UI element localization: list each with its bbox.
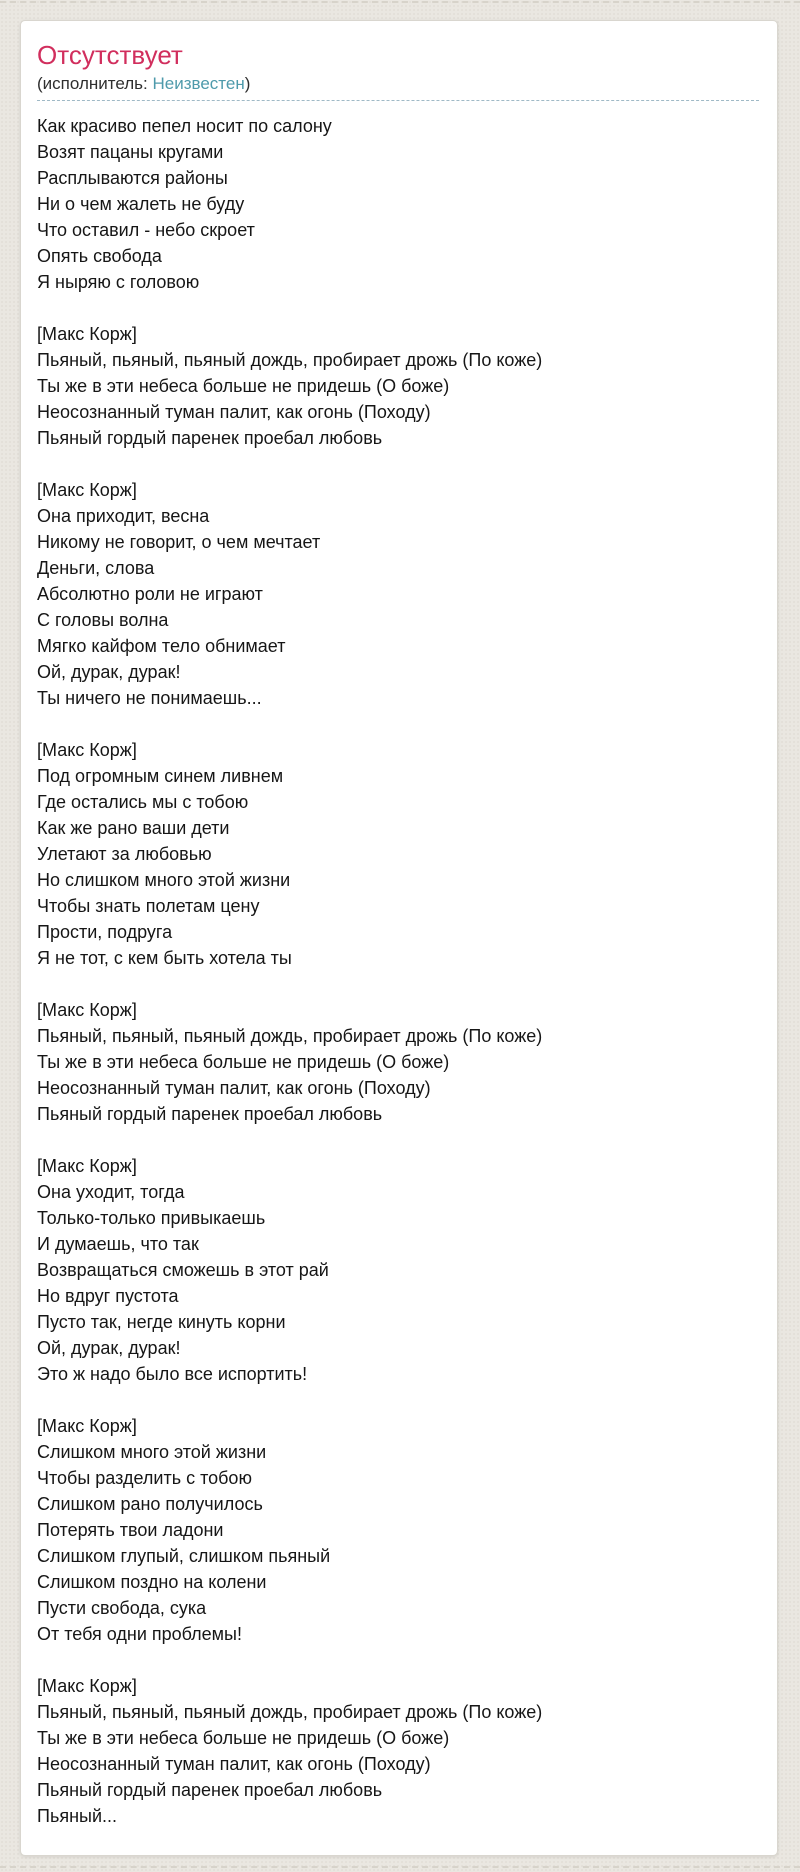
lyric-blank-line [37,1647,759,1673]
lyric-line: Под огромным синем ливнем [37,765,284,786]
page-top-stitch-line [0,1,800,3]
page-bottom-stitch-line [0,1866,800,1868]
lyric-line: Она приходит, весна [37,505,210,526]
lyric-blank-line [37,1387,759,1413]
lyric-line: Пьяный... [37,1805,117,1826]
lyric-blank-line [37,451,759,477]
lyric-line: Пьяный, пьяный, пьяный дождь, пробирает дрожь (По коже) [37,1025,543,1046]
artist-label: (исполнитель: [37,73,153,93]
lyric-line: Где остались мы с тобою [37,791,249,812]
lyric-line: Ой, дурак, дурак! [37,1337,181,1358]
lyric-line: Пьяный, пьяный, пьяный дождь, пробирает дрожь (По коже) [37,349,543,370]
lyric-line: Мягко кайфом тело обнимает [37,635,286,656]
lyric-line: Ни о чем жалеть не буду [37,193,245,214]
lyric-line: Чтобы разделить с тобою [37,1467,252,1488]
lyric-line: Ты же в эти небеса больше не придешь (О боже) [37,1727,450,1748]
lyric-line: Опять свобода [37,245,162,266]
lyric-line: С головы волна [37,609,169,630]
lyric-line: Как красиво пепел носит по салону [37,115,332,136]
lyric-line: Она уходит, тогда [37,1181,185,1202]
lyric-line: Потерять твои ладони [37,1519,224,1540]
lyric-line: Пьяный, пьяный, пьяный дождь, пробирает дрожь (По коже) [37,1701,543,1722]
artist-link[interactable]: Неизвестен [152,73,245,93]
lyric-line: Улетают за любовью [37,843,212,864]
lyric-line: Пьяный гордый паренек проебал любовь [37,1779,383,1800]
lyric-line: Я не тот, с кем быть хотела ты [37,947,292,968]
lyric-line: Как же рано ваши дети [37,817,230,838]
lyric-line: Но вдруг пустота [37,1285,179,1306]
lyric-line: Ой, дурак, дурак! [37,661,181,682]
lyric-line: Пусто так, негде кинуть корни [37,1311,286,1332]
lyric-line: Возвращаться сможешь в этот рай [37,1259,329,1280]
lyric-blank-line [37,1127,759,1153]
lyric-line: Расплываются районы [37,167,228,188]
lyric-line: [Макс Корж] [37,479,137,500]
lyric-line: [Макс Корж] [37,1155,137,1176]
artist-suffix: ) [244,73,251,93]
lyric-line: Прости, подруга [37,921,173,942]
lyric-line: Неосознанный туман палит, как огонь (Походу) [37,1077,431,1098]
lyric-line: Пусти свобода, сука [37,1597,207,1618]
lyrics-text [37,113,759,1829]
lyric-blank-line [37,971,759,997]
lyric-line: И думаешь, что так [37,1233,199,1254]
lyric-line: Неосознанный туман палит, как огонь (Походу) [37,401,431,422]
lyric-line: [Макс Корж] [37,739,137,760]
song-title: Отсутствует [37,40,183,70]
lyric-line: [Макс Корж] [37,1415,137,1436]
lyric-line: Слишком поздно на колени [37,1571,267,1592]
lyric-line: Чтобы знать полетам цену [37,895,260,916]
lyric-line: Слишком глупый, слишком пьяный [37,1545,331,1566]
lyric-line: Но слишком много этой жизни [37,869,291,890]
lyric-line: Ты ничего не понимаешь... [37,687,262,708]
lyric-line: [Макс Корж] [37,323,137,344]
lyric-line: Что оставил - небо скроет [37,219,255,240]
lyric-line: Только-только привыкаешь [37,1207,266,1228]
lyric-line: Это ж надо было все испортить! [37,1363,308,1384]
lyric-line: Слишком много этой жизни [37,1441,267,1462]
lyric-line: Никому не говорит, о чем мечтает [37,531,321,552]
lyrics-card [20,20,778,1856]
lyric-line: Слишком рано получилось [37,1493,263,1514]
lyric-line: Я ныряю с головою [37,271,200,292]
lyric-line: Деньги, слова [37,557,155,578]
lyric-line: Ты же в эти небеса больше не придешь (О боже) [37,1051,450,1072]
lyric-line: Возят пацаны кругами [37,141,224,162]
lyric-line: Ты же в эти небеса больше не придешь (О боже) [37,375,450,396]
lyric-line: [Макс Корж] [37,1675,137,1696]
artist-line [37,74,759,101]
lyric-blank-line [37,295,759,321]
lyric-line: Пьяный гордый паренек проебал любовь [37,427,383,448]
lyric-line: [Макс Корж] [37,999,137,1020]
lyric-line: Неосознанный туман палит, как огонь (Походу) [37,1753,431,1774]
lyric-line: Пьяный гордый паренек проебал любовь [37,1103,383,1124]
lyric-line: От тебя одни проблемы! [37,1623,242,1644]
lyric-line: Абсолютно роли не играют [37,583,263,604]
lyric-blank-line [37,711,759,737]
